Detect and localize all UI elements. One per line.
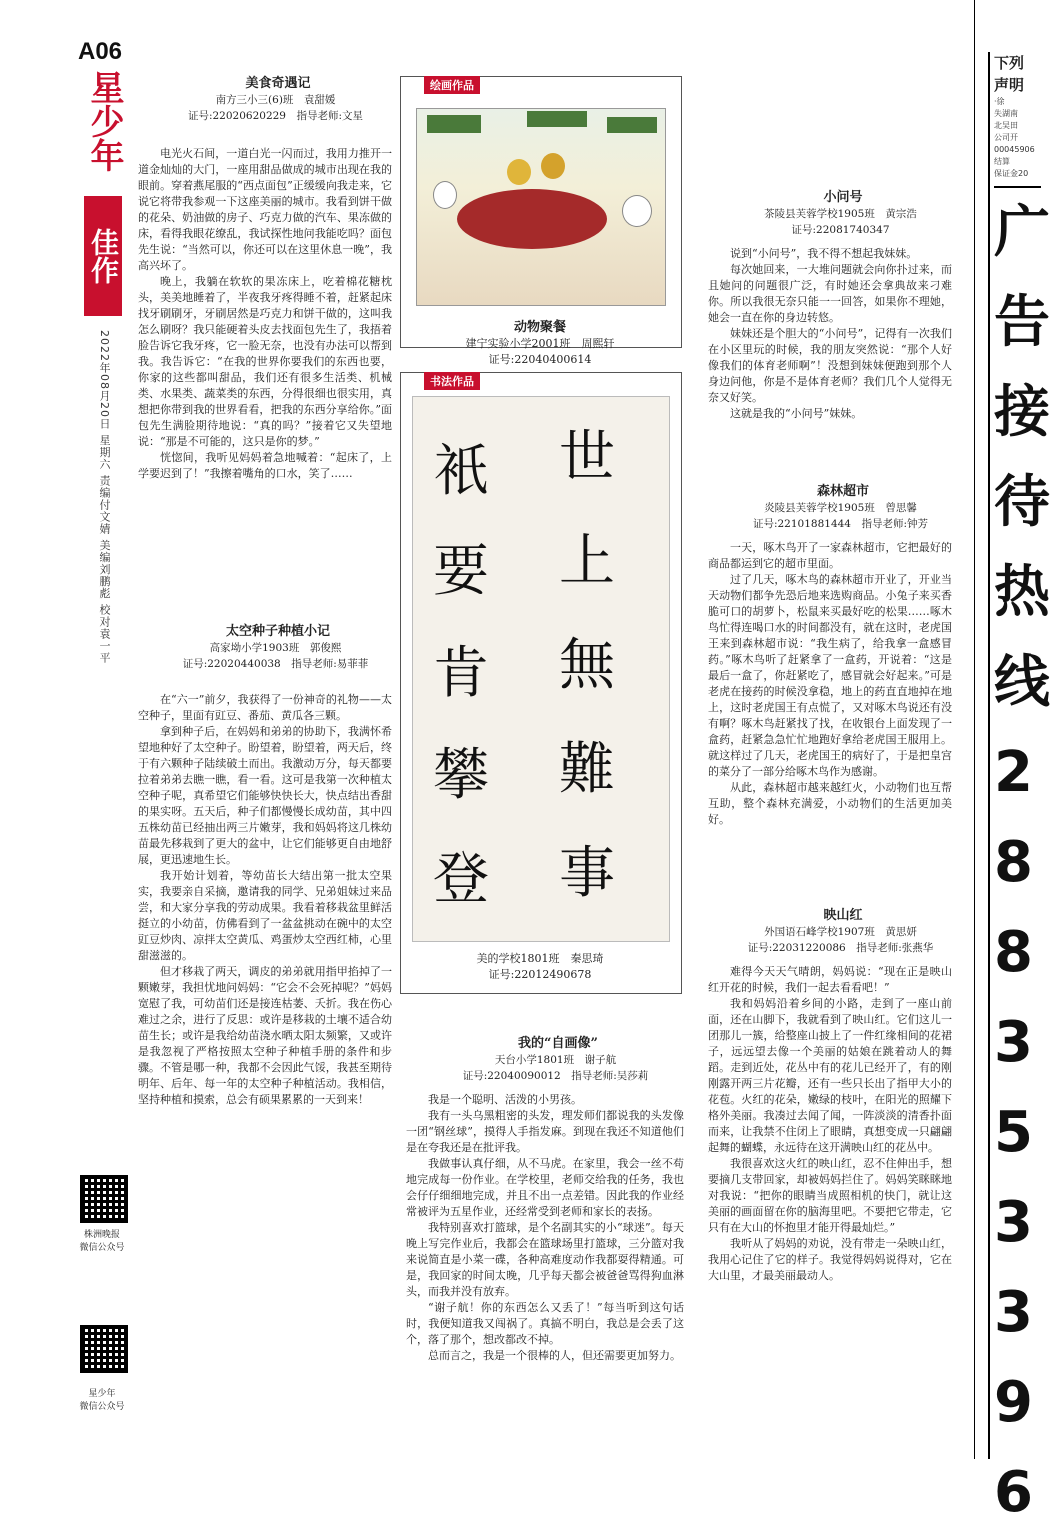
qr1-label: 株洲晚报 微信公众号: [79, 1230, 125, 1253]
article-school: 炎陵县芙蓉学校1905班 曾思馨: [764, 502, 917, 514]
paragraph: 一天，啄木鸟开了一家森林超市，它把最好的商品都运到它的超市里面。: [708, 541, 952, 570]
article-cert: 证号:22081740347: [791, 224, 890, 236]
brand-text: 星少年: [84, 70, 124, 172]
painting-badge: 绘画作品: [424, 76, 480, 94]
ad-hotline-char: 5: [994, 1100, 1033, 1165]
qr-code-icon: [80, 1325, 128, 1373]
calligraphy-image: [412, 396, 670, 942]
calligraphy-caption: [400, 950, 680, 982]
qr2-label: 星少年 微信公众号: [79, 1389, 125, 1412]
article-title: 太空种子种植小记: [225, 624, 330, 639]
animal-figure: [433, 181, 457, 209]
article-cert: 证号:22020440038 指导老师:易菲菲: [182, 658, 369, 670]
paragraph: 这就是我的“小问号”妹妹。: [730, 407, 863, 420]
article-school: 外国语石峰学校1907班 黄思妍: [764, 926, 917, 938]
ad-hotline-char: 2: [994, 740, 1033, 805]
calligraphy-char: 難: [559, 737, 615, 802]
article-school: 南方三小三(6)班 袁甜媛: [215, 94, 336, 106]
column-divider: [974, 0, 975, 1459]
animal-figure: [541, 153, 565, 179]
paragraph: 电光火石间，一道白光一闪而过，我用力推开一道金灿灿的大门，一座用甜品做成的城市出现在我的眼前。穿着燕尾服的“西点面包”正缓缓向我走来，它说它将带我参观一下这座美丽的城市。我看到饼干做的花朵、奶油做的房子、巧克力做的汽车、果冻做的床，看得我眼花缭乱，我试探性地问我能吃吗？面包先生说：“当然可以，你还可以在这里休息一晚”，我高兴坏了。: [138, 147, 392, 272]
article-school: 天台小学1801班 谢子航: [494, 1054, 617, 1066]
article-self-portrait: [406, 1036, 684, 1364]
ad-hotline: [994, 188, 1050, 1538]
animal-figure: [507, 159, 531, 185]
calligraphy-char: 世: [559, 425, 615, 490]
calligraphy-char: 登: [433, 847, 489, 912]
paragraph: 我是一个聪明、活泼的小男孩。: [428, 1093, 582, 1106]
tank-shape: [527, 111, 587, 127]
paragraph: 每次她回来，一大堆问题就会向你扑过来，而且她问的问题很广泛，有时她还会拿典故来刁难你。所以我很无奈只能一一回答，如果你不理她，她会一直在你的身边转悠。: [708, 263, 952, 324]
paragraph: 拿到种子后，在妈妈和弟弟的协助下，我满怀希望地种好了太空种子。盼望着，盼望着，两天后，终于有六颗种子陆续破土而出。我激动万分，每天都要拉着弟弟去瞧一瞧，看一看。这可是我第一次种植太空种子呢，真希望它们能够快快长大，快点结出香甜的果实呀。五天后，种子们都慢慢长成幼苗，其中四五株幼苗已经抽出两三片嫩芽，我和妈妈将这几株幼苗最先移栽到了更大的盆中，让它们能够更自由地舒展，更迅速地生长。: [138, 725, 392, 866]
article-food-adventure: [138, 76, 392, 482]
paragraph: 在“六一”前夕，我获得了一份神奇的礼物——太空种子，里面有豇豆、番茄、黄瓜各三颗。: [138, 693, 392, 722]
paragraph: 从此，森林超市越来越红火，小动物们也互帮互助，整个森林充满爱，小动物们的生活更加美好。: [708, 781, 952, 826]
ad-hotline-char: 8: [994, 920, 1033, 985]
article-school: 茶陵县芙蓉学校1905班 黄宗浩: [764, 208, 917, 220]
paragraph: 说到“小问号”，我不得不想起我妹妹。: [730, 247, 918, 260]
calligraphy-cert: 证号:22012490678: [488, 968, 592, 981]
ad-hotline-char: 3: [994, 1190, 1033, 1255]
calligraphy-badge: 书法作品: [424, 372, 480, 390]
calligraphy-school: 美的学校1801班 秦思琦: [476, 952, 604, 965]
calligraphy-char: 要: [433, 539, 489, 604]
ad-hotline-char: 6: [994, 1460, 1033, 1525]
painting-caption: [400, 316, 680, 367]
article-title: 映山红: [823, 908, 863, 923]
qr-code-icon: [80, 1175, 128, 1223]
paragraph: 我开始计划着，等幼苗长大结出第一批太空果实，我要亲自采摘，邀请我的同学、兄弟姐妹过来品尝，和大家分享我的劳动成果。我看着移栽盆里鲜活挺立的小幼苗，仿佛看到了一盆盆挑动在碗中的太空豇豆炒肉、凉拌太空黄瓜、鸡蛋炒太空西红柿，心里甜滋滋的。: [138, 869, 392, 962]
ad-hotline-char: 接: [994, 380, 1050, 445]
article-title: 森林超市: [816, 484, 869, 499]
date-line: 2022年08月20日 星期六 责编付文婧 美编刘鹏彪 校对袁一平: [98, 330, 111, 664]
paragraph: 我听从了妈妈的劝说，没有带走一朵映山红，我用心记住了它的样子。我觉得妈妈说得对，它在大山里，才最美丽最动人。: [708, 1237, 952, 1282]
ad-hotline-char: 待: [994, 470, 1050, 535]
paragraph: 晚上，我躺在软软的果冻床上，吃着棉花糖枕头，美美地睡着了，半夜我牙疼得睡不着，赶紧起床找牙刷刷牙，牙刷居然是巧克力和饼干做的，这叫我怎么刷呀？我只能硬着头皮去找面包先生了，我捂着脸告诉它我牙疼，它一脸无奈，也没有办法可以帮到我。我告诉它：“在我的世界你要我们的东西也要，你家的这些都叫甜品，我们还有很多生活类、机械类、水果类、蔬菜类的东西，分得很细也很实用，真想把你带到我的世界看看，把我的东西分享给你。”面包先生满脸期待地说：“真的吗？”接着它又失望地说：“那是不可能的，这只是你的梦。”: [138, 275, 392, 448]
brand-masthead: [80, 70, 128, 172]
article-cert: 证号:22020620229 指导老师:文星: [187, 110, 364, 122]
article-little-question: [708, 190, 952, 422]
ad-hotline-char: 热: [994, 560, 1050, 625]
ad-notice-title-2: 声明: [994, 76, 1025, 94]
article-title: 美食奇遇记: [245, 76, 311, 91]
paragraph: 但才移栽了两天，调皮的弟弟就用指甲掐掉了一颗嫩芽，我担忧地问妈妈：“它会不会死掉呢？”妈妈宽慰了我，可幼苗们还是接连枯萎、夭折。我在伤心难过之余，进行了反思：或许是移栽的土壤不适合幼苗生长；或许是我给幼苗浇水晒太阳太频繁，又或许是我忽视了严格按照太空种子种植手册的条件和步骤。不管是哪一种，我都不会因此气馁，我甚至期待明年、后年、每一年的太空种子种植活动。我相信，坚持种植和摸索，总会有硕果累累的一天到来！: [138, 965, 392, 1106]
paragraph: “谢子航！你的东西怎么又丢了！”每当听到这句话时，我便知道我又闯祸了。真搞不明白，我总是会丢了这个，落了那个，想改都改不掉。: [406, 1301, 684, 1346]
paragraph: 过了几天，啄木鸟的森林超市开业了，开业当天动物们都争先恐后地来选购商品。小兔子来买香脆可口的胡萝卜，松鼠来买最好吃的松果……啄木鸟忙得连喝口水的时间都没有，就在这时，老虎国王来到森林超市说：“我生病了，给我拿一盒感冒药。”啄木鸟听了赶紧拿了一盒药，开说着：“这是最后一盒了，你赶紧吃了，感冒就会好起来。”可是老虎在接药的时候没拿稳，地上的药直直地掉在地上，这时老虎国王有点慌了，又对啄木鸟说还有没有啊？啄木鸟赶紧找了找，在收银台上面发现了一盒药，赶紧急急忙忙地跑好拿给老虎国王服用上。就这样过了几天，老虎国王的病好了，于是把皇宫的菜分了一部分给啄木鸟作为感谢。: [708, 573, 952, 778]
page-number: A06: [78, 38, 123, 65]
paragraph: 恍惚间，我听见妈妈着急地喊着：“起床了，上学要迟到了！”我擦着嘴角的口水，笑了……: [138, 451, 392, 480]
ad-notice-text: ·徐 失湖南 北吴田 公司开 00045906 结算 保证金20: [994, 97, 1035, 178]
paragraph: 我很喜欢这火红的映山红，忍不住伸出手，想要摘几支带回家，却被妈妈拦住了。妈妈笑眯眯地对我说：“把你的眼睛当成照相机的快门，就让这美丽的画面留在你的脑海里吧。不要把它带走，它只有在大山的怀抱里才能开得最灿烂。”: [708, 1157, 952, 1234]
painting-image: [416, 108, 666, 306]
ad-hotline-char: 3: [994, 1280, 1033, 1345]
ad-column: [988, 52, 1050, 1525]
calligraphy-char: 上: [559, 529, 615, 594]
painting-school: 建宁实验小学2001班 周熙轩: [465, 337, 615, 350]
article-cert: 证号:22040090012 指导老师:吴莎莉: [462, 1070, 649, 1082]
paragraph: 我做事认真仔细，从不马虎。在家里，我会一丝不苟地完成每一份作业。在学校里，老师交给我的任务，我也会仔仔细细地完成，并且不出一点差错。因此我的作业经常被评为五星作业，还经常受到老师和家长的表扬。: [406, 1157, 684, 1218]
ad-hotline-char: 线: [994, 650, 1050, 715]
ad-notice-title: 下列: [994, 54, 1025, 72]
article-cert: 证号:22031220086 指导老师:张燕华: [747, 942, 934, 954]
ad-hotline-char: 3: [994, 1010, 1033, 1075]
tank-shape: [607, 117, 657, 133]
article-cert: 证号:22101881444 指导老师:钟芳: [752, 518, 929, 530]
article-forest-market: [708, 484, 952, 828]
calligraphy-char: 事: [559, 841, 615, 906]
paragraph: 妹妹还是个胆大的“小问号”，记得有一次我们在小区里玩的时候，我的朋友突然说：“那个人好像我们的体育老师啊”！没想到妹妹便跑到那个人身边问他，你是不是体育老师？我们几个人觉得无奈又好笑。: [708, 327, 952, 404]
dining-table-shape: [457, 189, 607, 249]
calligraphy-char: 攀: [433, 743, 489, 808]
ad-hotline-char: 广: [994, 200, 1050, 265]
ad-hotline-char: 8: [994, 830, 1033, 895]
painting-cert: 证号:22040400614: [488, 353, 592, 366]
article-title: 我的“自画像”: [518, 1036, 598, 1051]
paragraph: 难得今天天气晴朗，妈妈说：“现在正是映山红开花的时候，我们一起去看看吧！”: [708, 965, 952, 994]
paragraph: 我特别喜欢打篮球，是个名副其实的小“球迷”。每天晚上写完作业后，我都会在篮球场里打篮球，三分篮对我来说简直是小菜一碟，各种高难度动作我都耍得精通。可是，我回家的时间太晚，几乎每天都会被爸爸骂得狗血淋头，而我并没有放弃。: [406, 1221, 684, 1298]
article-school: 高家坳小学1903班 郭俊熙: [209, 642, 342, 654]
article-space-seeds: [138, 624, 392, 1108]
paragraph: 我和妈妈沿着乡间的小路，走到了一座山前面，还在山脚下，我就看到了映山红。它们这儿一团那儿一簇，给整座山披上了一件红缘相间的花裙子，远远望去像一个美丽的姑娘在跳着动人的舞蹈。走到近处，花丛中有的花儿已经开了，有的刚刚露开两三片花瓣，还有一些只长出了指甲大小的花苞。火红的花朵，嫩绿的枝叶，在阳光的照耀下格外美丽。我凑过去闻了闻，一阵淡淡的清香扑面而来，让我禁不住闭上了眼睛，真想变成一只翩翩起舞的蝴蝶，永远待在这开满映山红的花丛中。: [708, 997, 952, 1154]
animal-figure: [622, 195, 652, 227]
painting-title: 动物聚餐: [513, 320, 566, 335]
ad-hotline-char: 9: [994, 1370, 1033, 1435]
article-title: 小问号: [823, 190, 863, 205]
paragraph: 我有一头乌黑粗密的头发，理发师们都说我的头发像一团“钢丝球”，摸得人手指发麻。到现在我还不知道他们是在夸我还是在批评我。: [406, 1109, 684, 1154]
paragraph: 总而言之，我是一个很棒的人，但还需要更加努力。: [428, 1349, 681, 1362]
section-label: 佳作: [84, 196, 122, 316]
ad-hotline-char: 告: [994, 290, 1050, 355]
calligraphy-char: 衹: [433, 439, 489, 504]
calligraphy-char: 肯: [433, 641, 489, 706]
calligraphy-char: 無: [559, 633, 615, 698]
article-azalea: [708, 908, 952, 1284]
tank-shape: [427, 115, 481, 133]
